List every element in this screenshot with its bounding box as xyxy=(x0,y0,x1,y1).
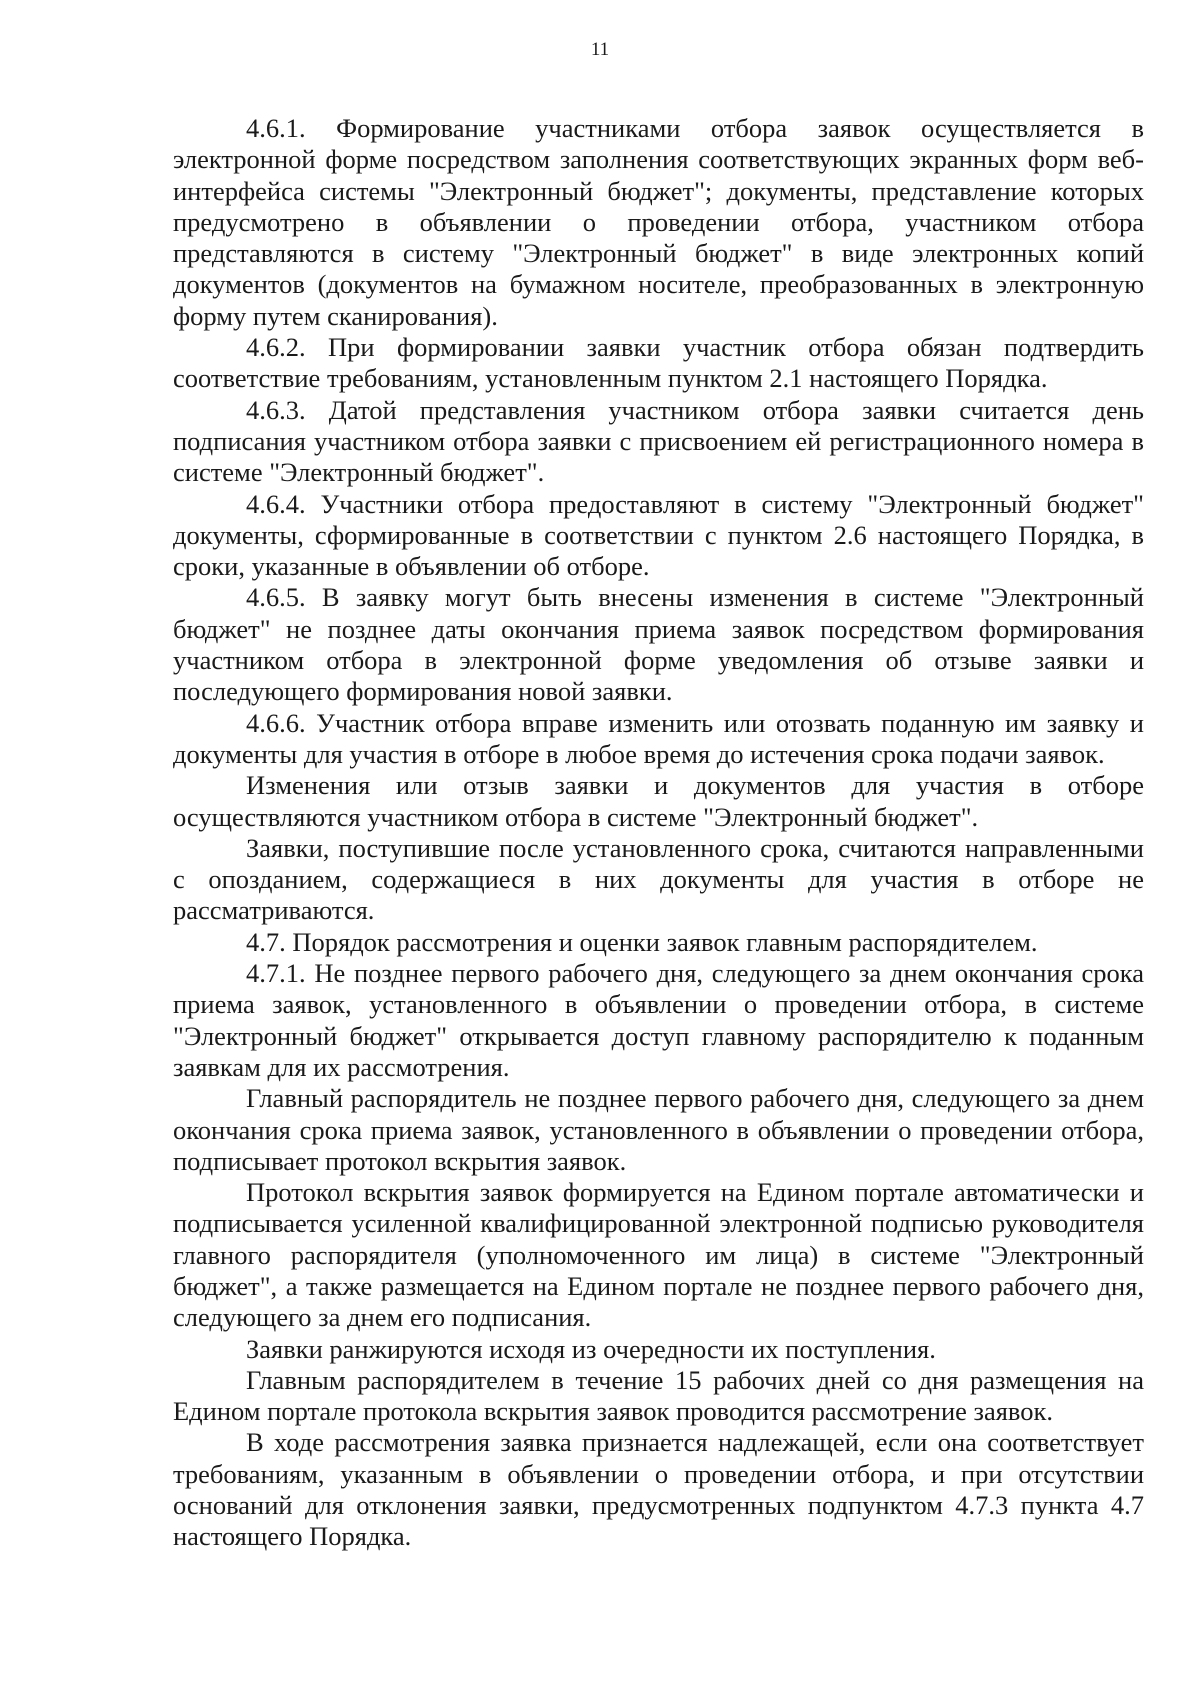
paragraph-proper-application: В ходе рассмотрения заявка признается надлежащей, если она соответствует требованиям, указанным в объявлении о проведении отбора, и при отсутствии оснований для отклонения заявки, предусмотренных подпунктом 4.7.3 пункта 4.7 настоящего Порядка. xyxy=(173,1427,1144,1552)
paragraph-late-applications: Заявки, поступившие после установленного срока, считаются направленными с опозданием, содержащиеся в них документы для участия в отборе не рассматриваются. xyxy=(173,832,1144,926)
paragraph-changes-withdrawal: Изменения или отзыв заявки и документов для участия в отборе осуществляются участником отбора в системе "Электронный бюджет". xyxy=(173,770,1144,832)
paragraph-opening-protocol-signing: Главный распорядитель не позднее первого рабочего дня, следующего за днем окончания срока приема заявок, установленного в объявлении о проведении отбора, подписывает протокол вскрытия заявок. xyxy=(173,1083,1144,1176)
paragraph-4-6-4: 4.6.4. Участники отбора предоставляют в систему "Электронный бюджет" документы, сформированные в соответствии с пунктом 2.6 настоящего Порядка, в сроки, указанные в объявлении об отборе. xyxy=(173,488,1144,582)
paragraph-4-6-6: 4.6.6. Участник отбора вправе изменить или отозвать поданную им заявку и документы для участия в отборе в любое время до истечения срока подачи заявок. xyxy=(173,707,1144,769)
paragraph-review-period: Главным распорядителем в течение 15 рабочих дней со дня размещения на Едином портале протокола вскрытия заявок проводится рассмотрение заявок. xyxy=(173,1364,1144,1427)
paragraph-ranking: Заявки ранжируются исходя из очередности их поступления. xyxy=(246,1333,936,1364)
paragraph-4-6-1: 4.6.1. Формирование участниками отбора заявок осуществляется в электронной форме посредством заполнения соответствующих экранных форм веб-интерфейса системы "Электронный бюджет"; документы, представление которых предусмотрено в объявлении о проведении отбора, участником отбора представляются в систему "Электронный бюджет" в виде электронных копий документов (документов на бумажном носителе, преобразованных в электронную форму путем сканирования). xyxy=(173,113,1144,331)
paragraph-4-7-1: 4.7.1. Не позднее первого рабочего дня, следующего за днем окончания срока приема заявок, установленного в объявлении о проведении отбора, в системе "Электронный бюджет" открывается доступ главному распорядителю к поданным заявкам для их рассмотрения. xyxy=(173,958,1144,1082)
paragraph-4-6-5: 4.6.5. В заявку могут быть внесены изменения в системе "Электронный бюджет" не позднее даты окончания приема заявок посредством формирования участником отбора в электронной форме уведомления об отзыве заявки и последующего формирования новой заявки. xyxy=(173,582,1144,707)
paragraph-4-7-heading: 4.7. Порядок рассмотрения и оценки заявок главным распорядителем. xyxy=(246,926,1038,957)
paragraph-4-6-2: 4.6.2. При формировании заявки участник отбора обязан подтвердить соответствие требованиям, установленным пунктом 2.1 настоящего Порядка. xyxy=(173,332,1144,394)
paragraph-opening-protocol-portal: Протокол вскрытия заявок формируется на Едином портале автоматически и подписывается усиленной квалифицированной электронной подписью руководителя главного распорядителя (уполномоченного им лица) в системе "Электронный бюджет", а также размещается на Едином портале не позднее первого рабочего дня, следующего за днем его подписания. xyxy=(173,1177,1144,1333)
page-number: 11 xyxy=(590,39,610,60)
paragraph-4-6-3: 4.6.3. Датой представления участником отбора заявки считается день подписания участником отбора заявки с присвоением ей регистрационного номера в системе "Электронный бюджет". xyxy=(173,394,1144,488)
document-body xyxy=(173,113,1144,1553)
